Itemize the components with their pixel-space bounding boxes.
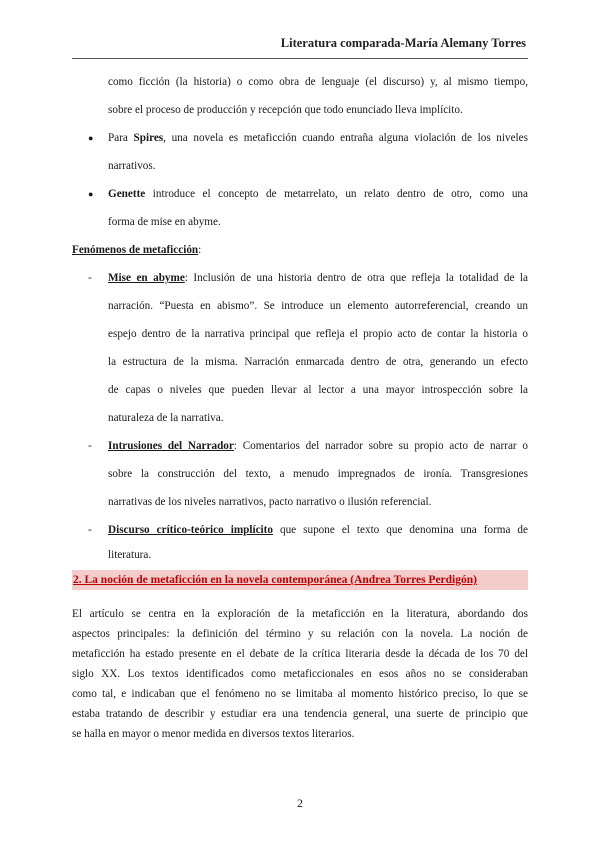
dash-item-intrusiones bbox=[72, 432, 528, 460]
running-header: Literatura comparada-María Alemany Torres bbox=[280, 36, 526, 50]
body-paragraph bbox=[72, 604, 528, 744]
text-line: la estructura de la misma. Narración enmarcada dentro de otra, generando un efecto bbox=[108, 356, 528, 368]
text-line: como ficción (la historia) o como obra de lenguaje (el discurso) y, al mismo tiempo, bbox=[108, 76, 528, 88]
text-line: El artículo se centra en la exploración de la metaficción en la literatura, abordando dos bbox=[72, 608, 528, 620]
text-line: forma de mise en abyme. bbox=[108, 216, 221, 228]
text-line: como tal, e indicaban que el fenómeno no se limitaba al momento histórico preciso, lo que se bbox=[72, 688, 528, 700]
text-span: : bbox=[198, 244, 202, 256]
text-line: naturaleza de la narrativa. bbox=[108, 412, 224, 424]
text-line: estaba tratando de describir y estudiar era una tendencia general, una suerte de principio que bbox=[72, 708, 528, 720]
bullet-item-spires bbox=[72, 124, 528, 152]
text-line: narrativas de los niveles narrativos, pacto narrativo o ilusión referencial. bbox=[108, 496, 432, 508]
bold-term: Discurso crítico-teórico implícito bbox=[108, 524, 273, 536]
bold-term: Intrusiones del Narrador bbox=[108, 440, 234, 452]
page-body bbox=[72, 68, 528, 744]
text-span: : Inclusión de una historia dentro de otra que refleja la totalidad de la bbox=[184, 272, 528, 284]
dash-item-mise-en-abyme bbox=[72, 264, 528, 292]
text-line: sobre la construcción del texto, a menudo impregnados de ironía. Transgresiones bbox=[108, 468, 528, 480]
bold-term: Genette bbox=[108, 188, 146, 200]
header-rule bbox=[72, 58, 528, 59]
text-line: metaficción ha estado presente en el debate de la crítica literaria desde la década de los 70 del bbox=[72, 648, 528, 660]
text-line: narrativos. bbox=[108, 160, 156, 172]
text-line: sobre el proceso de producción y recepción que todo enunciado lleva implícito. bbox=[108, 104, 463, 116]
bullet-item-genette bbox=[72, 180, 528, 208]
text-line: de capas o niveles que pueden llevar al lector a una mayor introspección sobre la bbox=[108, 384, 528, 396]
bold-term: Mise en abyme bbox=[108, 272, 185, 284]
section-title: 2. La noción de metaficción en la novela contemporánea (Andrea Torres Perdigón) bbox=[72, 570, 528, 590]
text-line: narración. “Puesta en abismo”. Se introduce un elemento autorreferencial, creando un bbox=[108, 300, 528, 312]
text-line: siglo XX. Los textos identificados como metaficcionales en esos años no se consideraban bbox=[72, 668, 528, 680]
dash-marker: - bbox=[88, 272, 92, 284]
text-span: Para bbox=[108, 132, 134, 144]
bold-term: Spires bbox=[133, 132, 164, 144]
text-span: , una novela es metaficción cuando entraña alguna violación de los niveles bbox=[163, 132, 528, 144]
bullet-icon: ● bbox=[88, 189, 94, 199]
text-line: aspectos principales: la definición del término y su relación con la novela. La noción de bbox=[72, 628, 528, 640]
text-line: literatura. bbox=[108, 549, 152, 561]
dash-marker: - bbox=[88, 524, 92, 536]
dash-item-discurso bbox=[72, 516, 528, 544]
subheading bbox=[72, 236, 528, 264]
dash-marker: - bbox=[88, 440, 92, 452]
text-line: espejo dentro de la narrativa principal que refleja el propio acto de contar la historia o bbox=[108, 328, 528, 340]
text-line: se halla en mayor o menor medida en diversos textos literarios. bbox=[72, 728, 355, 740]
subheading-label: Fenómenos de metaficción bbox=[72, 244, 199, 256]
text-span: que supone el texto que denomina una forma de bbox=[272, 524, 528, 536]
text-span: introduce el concepto de metarrelato, un relato dentro de otro, como una bbox=[145, 188, 528, 200]
text-span: : Comentarios del narrador sobre su propio acto de narrar o bbox=[233, 440, 528, 452]
bullet-icon: ● bbox=[88, 133, 94, 143]
page-number: 2 bbox=[297, 796, 303, 810]
